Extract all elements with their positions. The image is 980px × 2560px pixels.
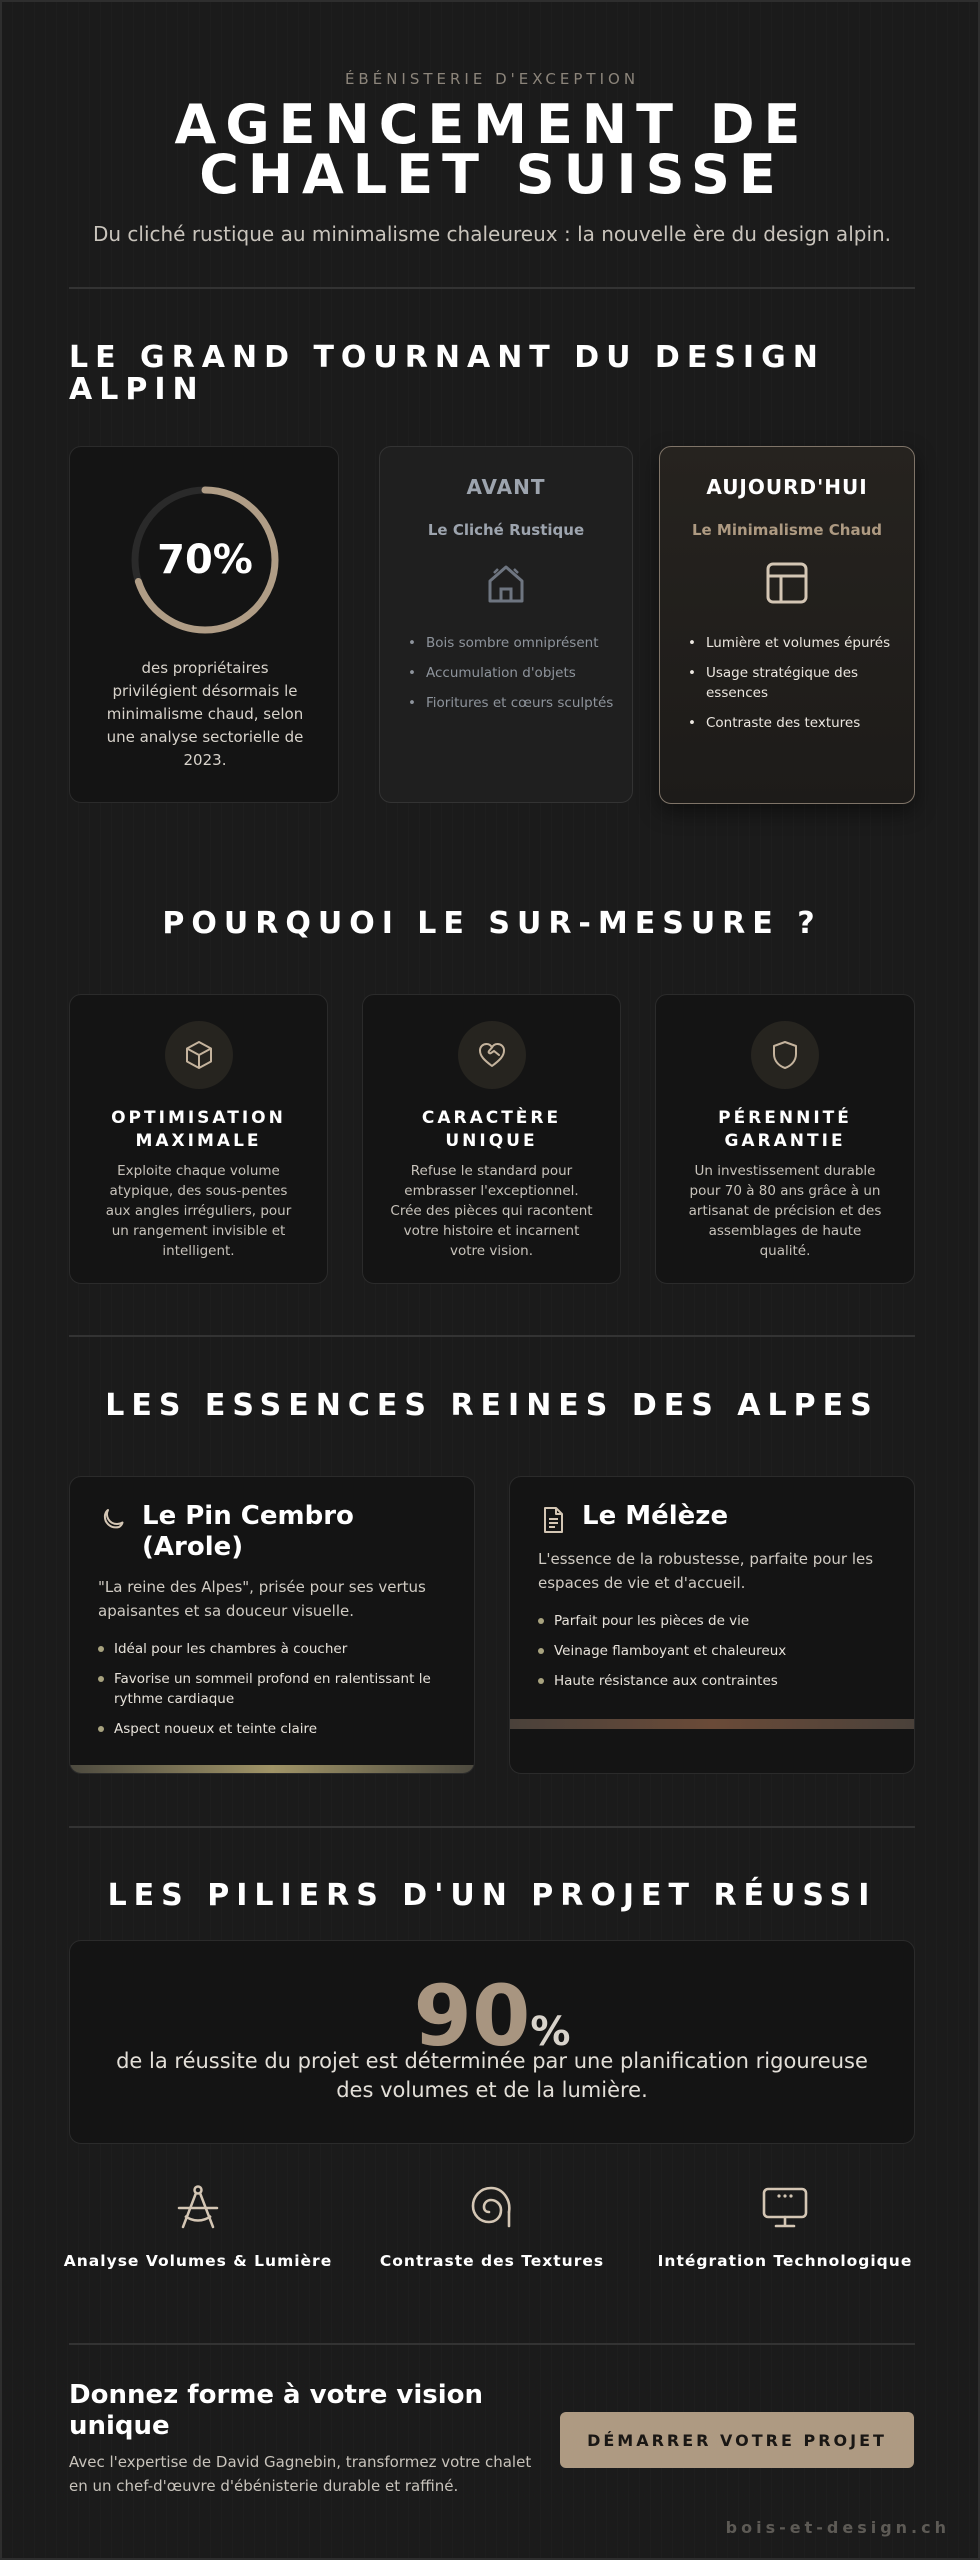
monitor-icon [760, 2182, 810, 2232]
footer-brand[interactable]: bois-et-design.ch [725, 2518, 950, 2537]
after-card [659, 446, 915, 804]
hero-subtitle: Du cliché rustique au minimalisme chaleureux : la nouvelle ère du design alpin. [92, 222, 892, 246]
feature-text: Refuse le standard pour embrasser l'exceptionnel. Crée des pièces qui racontent votre histoire et incarnent votre vision. [390, 1163, 593, 1259]
list-item: Favorise un sommeil profond en ralentissant le rythme cardiaque [98, 1669, 448, 1709]
stat-card [69, 446, 339, 803]
feature-card [362, 994, 621, 1284]
feature-text: Exploite chaque volume atypique, des sous-pentes aux angles irréguliers, pour un rangement invisible et intelligent. [105, 1163, 292, 1259]
key-figure-unit: % [530, 2009, 571, 2055]
after-list [686, 633, 896, 743]
wood-name: Le Mélèze [582, 1501, 729, 1531]
section-title-design-shift [69, 342, 915, 406]
feature-card [69, 994, 328, 1284]
wood-description: "La reine des Alpes", prisée pour ses vertus apaisantes et sa douceur visuelle. [98, 1578, 426, 1620]
heart-handshake-icon [476, 1039, 508, 1071]
pillar-label: Analyse Volumes & Lumière [63, 2252, 333, 2270]
list-item: • Usage stratégique des essences [686, 663, 896, 703]
section-title-line-1: LE GRAND TOURNANT DU DESIGN [69, 340, 825, 375]
feature-icon-wrap [165, 1021, 233, 1089]
before-list [406, 633, 614, 723]
after-title: AUJOURD'HUI [706, 475, 868, 499]
before-title: AVANT [466, 475, 546, 499]
wood-card-meleze [509, 1476, 915, 1774]
wood-texture-bar [70, 1765, 474, 1774]
feature-icon-wrap [458, 1021, 526, 1089]
wood-header [538, 1501, 728, 1535]
pillar [352, 2182, 632, 2270]
cta-text: Avec l'expertise de David Gagnebin, transformez votre chalet en un chef-d'œuvre d'ébénisterie durable et raffiné. [69, 2453, 532, 2495]
key-figure-card [69, 1940, 915, 2144]
wood-name: Le Pin Cembro (Arole) [142, 1501, 354, 1562]
feature-card [655, 994, 915, 1284]
feature-title: OPTIMISATION MAXIMALE [111, 1108, 286, 1151]
wood-header [98, 1501, 442, 1563]
wood-list [538, 1611, 888, 1701]
shield-icon [769, 1039, 801, 1071]
feature-title: CARACTÈRE UNIQUE [421, 1108, 562, 1151]
document-icon [538, 1505, 568, 1535]
section-title-woods: LES ESSENCES REINES DES ALPES [105, 1388, 879, 1423]
list-item: Idéal pour les chambres à coucher [98, 1639, 448, 1659]
stat-value: 70% [157, 537, 253, 583]
section-title-line-2: ALPIN [69, 372, 205, 407]
list-item: Haute résistance aux contraintes [538, 1671, 888, 1691]
list-item: • Contraste des textures [686, 713, 896, 733]
before-card [379, 446, 633, 803]
wood-description: L'essence de la robustesse, parfaite pour les espaces de vie et d'accueil. [538, 1550, 874, 1592]
feature-text: Un investissement durable pour 70 à 80 ans grâce à un artisanat de précision et des assemblages de haute qualité. [688, 1163, 882, 1259]
layout-icon [763, 559, 811, 607]
key-figure-text: de la réussite du projet est déterminée par une planification rigoureuse des volumes et de la lumière. [116, 2049, 868, 2102]
compass-icon [173, 2182, 223, 2232]
hero-title [2, 93, 980, 206]
divider [69, 1335, 915, 1337]
stat-description: des propriétaires privilégient désormais le minimalisme chaud, selon une analyse sectorielle de 2023. [106, 659, 304, 769]
divider [69, 287, 915, 289]
list-item: Parfait pour les pièces de vie [538, 1611, 888, 1631]
list-item: • Fioritures et cœurs sculptés [406, 693, 614, 713]
cta-title: Donnez forme à votre vision unique [69, 2380, 484, 2441]
list-item: Aspect noueux et teinte claire [98, 1719, 448, 1739]
cube-icon [183, 1039, 215, 1071]
wood-card-cembro [69, 1476, 475, 1774]
feature-title: PÉRENNITÉ GARANTIE [718, 1108, 852, 1151]
divider [69, 1826, 915, 1828]
hero-title-line-1: AGENCEMENT DE [174, 93, 810, 156]
feature-icon-wrap [751, 1021, 819, 1089]
key-figure-value: 90 [413, 1967, 531, 2065]
spiral-icon [467, 2182, 517, 2232]
after-subtitle: Le Minimalisme Chaud [691, 521, 883, 539]
pillar [58, 2182, 338, 2270]
pillar-label: Contraste des Textures [379, 2252, 605, 2270]
wood-texture-bar [510, 1719, 914, 1729]
house-icon [482, 559, 530, 607]
pillar [645, 2182, 925, 2270]
section-title-custom: POURQUOI LE SUR-MESURE ? [162, 906, 822, 941]
list-item: • Bois sombre omniprésent [406, 633, 614, 653]
list-item: • Lumière et volumes épurés [686, 633, 896, 653]
before-subtitle: Le Cliché Rustique [427, 521, 585, 539]
list-item: Veinage flamboyant et chaleureux [538, 1641, 888, 1661]
hero-title-line-2: CHALET SUISSE [199, 143, 785, 206]
pillar-label: Intégration Technologique [657, 2252, 913, 2270]
moon-icon [98, 1505, 128, 1535]
wood-list [98, 1639, 448, 1749]
section-title-pillars: LES PILIERS D'UN PROJET RÉUSSI [107, 1878, 877, 1913]
divider [69, 2343, 915, 2345]
list-item: • Accumulation d'objets [406, 663, 614, 683]
hero-eyebrow: ÉBÉNISTERIE D'EXCEPTION [344, 70, 640, 88]
start-project-button[interactable]: DÉMARRER VOTRE PROJET [560, 2412, 914, 2468]
